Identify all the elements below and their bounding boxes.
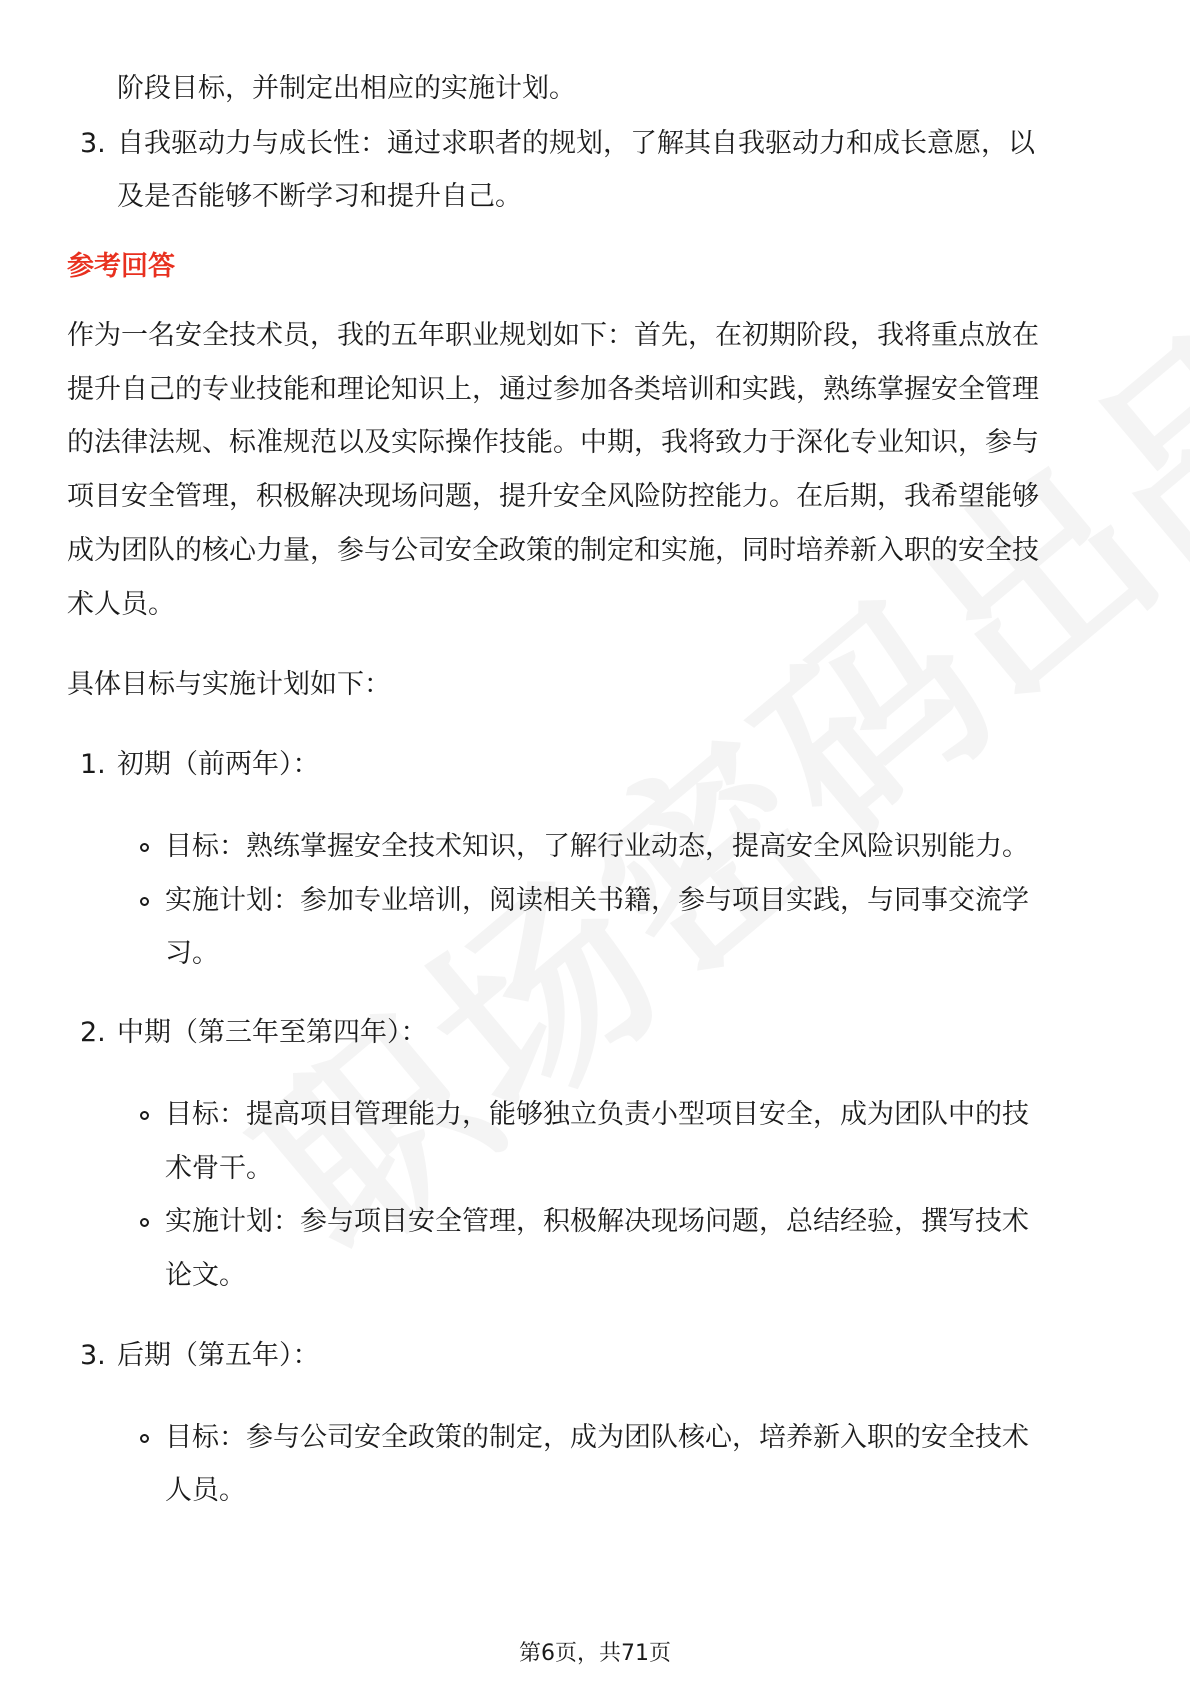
bullet-line: 实施计划：参加专业培训，阅读相关书籍，参与项目实践，与同事交流学 [165,885,1029,916]
bullet-line: 术骨干。 [165,1153,273,1184]
bullet-circle-icon [140,1218,149,1227]
bullet-line: 目标：提高项目管理能力，能够独立负责小型项目安全，成为团队中的技 [165,1099,1029,1130]
bullet-line: 论文。 [165,1260,246,1291]
intro-item-line: 及是否能够不断学习和提升自己。 [117,181,522,212]
bullet-line: 实施计划：参与项目安全管理，积极解决现场问题，总结经验，撰写技术 [165,1206,1029,1237]
bullet-circle-icon [140,897,149,906]
paragraph-line: 提升自己的专业技能和理论知识上，通过参加各类培训和实践，熟练掌握安全管理 [67,374,1039,405]
paragraph-line: 的法律法规、标准规范以及实际操作技能。中期，我将致力于深化专业知识，参与 [67,427,1039,458]
bullet-line: 习。 [165,938,219,969]
phase-title: 中期（第三年至第四年）： [117,1017,428,1048]
bullet-line: 人员。 [165,1475,246,1506]
bullet-circle-icon [140,1434,149,1443]
section-heading: 参考回答 [67,251,175,282]
intro-item-number: 3. [80,128,106,159]
intro-item-line: 阶段目标，并制定出相应的实施计划。 [117,73,576,104]
paragraph-line: 成为团队的核心力量，参与公司安全政策的制定和实施，同时培养新入职的安全技 [67,535,1039,566]
plan-intro: 具体目标与实施计划如下： [67,669,391,700]
phase-title: 后期（第五年）： [117,1340,320,1371]
bullet-line: 目标：参与公司安全政策的制定，成为团队核心，培养新入职的安全技术 [165,1422,1029,1453]
paragraph-line: 作为一名安全技术员，我的五年职业规划如下：首先，在初期阶段，我将重点放在 [67,320,1039,351]
bullet-line: 目标：熟练掌握安全技术知识，了解行业动态，提高安全风险识别能力。 [165,831,1029,862]
page-footer: 第6页，共71页 [519,1641,671,1666]
phase-number: 2. [80,1017,106,1048]
bullet-circle-icon [140,1111,149,1120]
phase-number: 3. [80,1340,106,1371]
paragraph-line: 术人员。 [67,589,175,620]
phase-number: 1. [80,749,106,780]
phase-title: 初期（前两年）： [117,749,320,780]
intro-item-line: 自我驱动力与成长性：通过求职者的规划，了解其自我驱动力和成长意愿，以 [117,128,1035,159]
paragraph-line: 项目安全管理，积极解决现场问题，提升安全风险防控能力。在后期，我希望能够 [67,481,1039,512]
bullet-circle-icon [140,843,149,852]
